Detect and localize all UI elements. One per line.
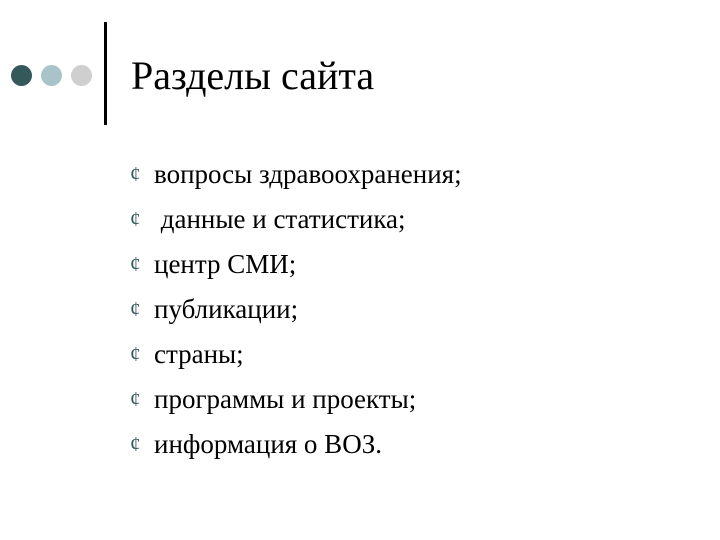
list-item [130,287,462,332]
list-item-text: программы и проекты; [154,384,417,414]
list-item-text: вопросы здравоохранения; [154,159,462,189]
list-item-text: страны; [154,339,244,369]
bullet-icon: ¢ [130,387,141,411]
title-divider-line [104,22,107,125]
list-item [130,152,462,197]
list-item [130,242,462,287]
list-item-text: информация о ВОЗ. [154,429,382,459]
list-item-text: данные и статистика; [154,204,406,234]
bullet-list [130,152,462,467]
list-item [130,197,462,242]
bullet-icon: ¢ [130,432,141,456]
slide-title: Разделы сайта [131,53,375,98]
bullet-icon: ¢ [130,207,141,231]
bullet-icon: ¢ [130,162,141,186]
light-blue-dot-icon [41,65,62,86]
gray-dot-icon [71,65,92,86]
list-item [130,422,462,467]
list-item [130,377,462,422]
decorative-dots [11,64,101,86]
bullet-icon: ¢ [130,297,141,321]
dark-dot-icon [11,65,32,86]
list-item-text: публикации; [154,294,299,324]
bullet-icon: ¢ [130,342,141,366]
bullet-icon: ¢ [130,252,141,276]
list-item [130,332,462,377]
list-item-text: центр СМИ; [154,249,297,279]
